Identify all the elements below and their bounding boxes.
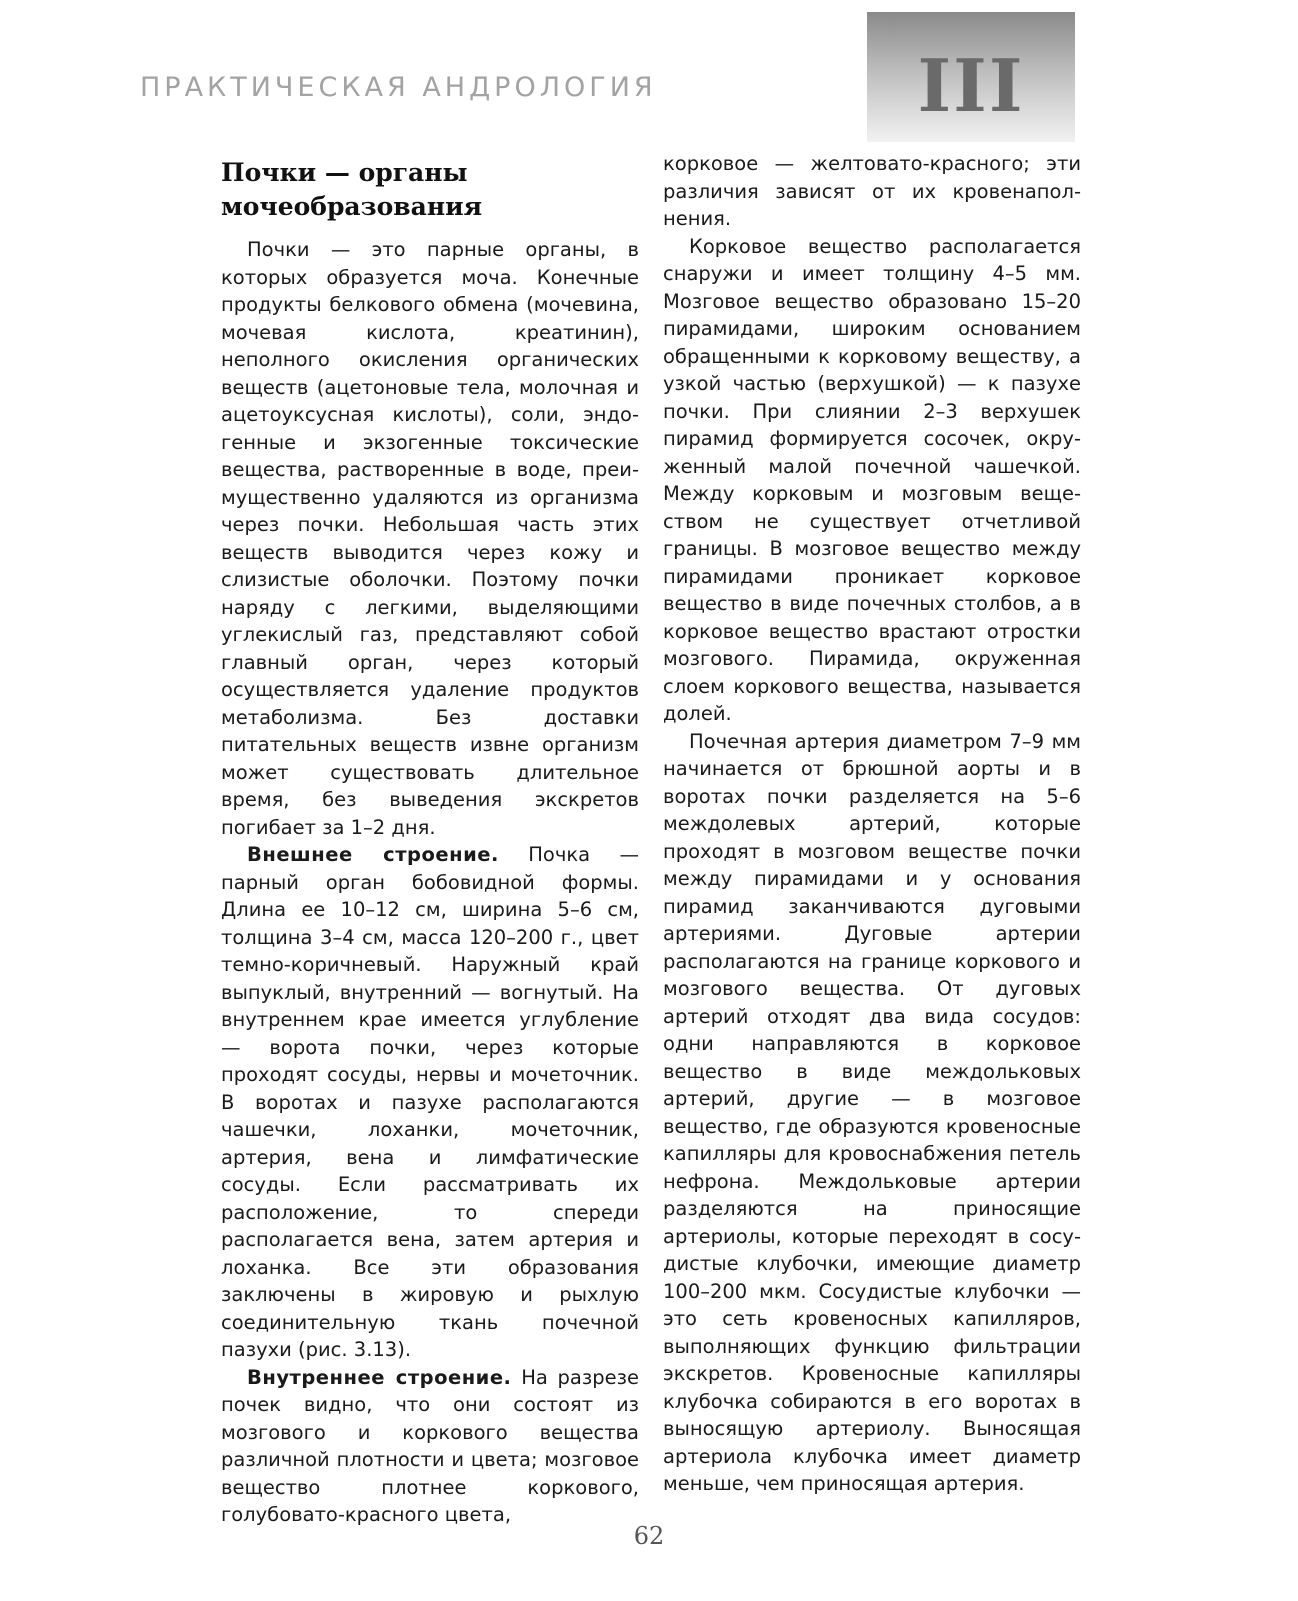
paragraph-continued: корковое — желтовато-красного; эти различия зависят от их кровенаполнения. xyxy=(663,152,1081,230)
paragraph-body: На разрезе почек видно, что они состоят из мозгового и коркового вещества различной плотности и цвета; мозговое вещество плотнее коркового, голубовато-красного цвета, xyxy=(221,1365,639,1526)
chapter-tab xyxy=(867,12,1075,142)
page-number: 62 xyxy=(633,1522,665,1550)
paragraph-cortex: Корковое вещество располагается снаружи и имеет толщину 4–5 мм. Мозговое вещество образовано 15–20 пирамидами, широким основанием обращенными к корковому веществу, а узкой частью (верхушкой) — к пазухе почки. При слиянии 2–3 верхушек пирамид формируется сосочек, окруженный малой почечной чашечкой. Между корковым и мозговым веществом не существует отчетливой границы. В мозговое вещество между пирамидами проникает корковое вещество в виде почечных столбов, а в корковое вещество врастают отростки мозгового. Пирамида, окруженная слоем коркового вещества, называется долей. xyxy=(663,234,1081,725)
paragraph-intro: Почки — это парные органы, в которых образуется моча. Конечные продукты белкового обмена (мочевина, мочевая кислота, креатинин), неполного окисления органических веществ (ацетоновые тела, молочная и ацетоуксусная кислоты), соли, эндогенные и экзогенные токсические вещества, растворенные в воде, преимущественно удаляются из организма через почки. Небольшая часть этих веществ выводится через кожу и слизистые оболочки. Поэтому почки наряду с легкими, выделяющими углекислый газ, представляют собой главный орган, через который осуществляется удаление продуктов метаболизма. Без доставки питательных веществ извне организм может существовать длительное время, без выведения экскретов погибает за 1–2 дня. xyxy=(221,238,639,839)
paragraph-renal-artery: Почечная артерия диаметром 7–9 мм начинается от брюшной аорты и в воротах почки разделяется на 5–6 междолевых артерий, которые проходят в мозговом веществе почки между пирамидами и у основания пирамид заканчиваются дуговыми артериями. Дуговые артерии располагаются на границе коркового и мозгового вещества. От дуговых артерий отходят два вида сосудов: одни направляются в корковое вещество в виде междольковых артерий, другие — в мозговое вещество, где образуются кровеносные капилляры для кровоснабжения петель нефрона. Междольковые артерии разделяются на приносящие артериолы, которые переходят в сосудистые клубочки, имеющие диаметр 100–200 мкм. Сосудистые клубочки — это сеть кровеносных капилляров, выполняющих функцию фильтрации экскретов. Кровеносные капилляры клубочка собираются в его воротах в выносящую артериолу. Выносящая артериола клубочка имеет диаметр меньше, чем приносящая артерия. xyxy=(663,729,1081,1495)
section-title: Почки — органы мочеобразования xyxy=(221,158,483,221)
paragraph-external-structure xyxy=(221,841,639,1364)
left-column xyxy=(221,150,639,1529)
paragraph-lead: Внутреннее строение. xyxy=(247,1365,512,1389)
chapter-number: III xyxy=(917,43,1025,128)
right-column xyxy=(663,150,1081,1498)
paragraph-body: Почка — парный орган бобовидной формы. Длина ее 10–12 см, ширина 5–6 см, толщина 3–4 см, масса 120–200 г., цвет темно-коричневый. Наружный край выпуклый, внутренний — вогнутый. На внутреннем крае имеется углубление — ворота почки, через которые проходят сосуды, нервы и мочеточник. В воротах и пазухе располагаются чашечки, лоханки, мочеточник, артерия, вена и лимфатические сосуды. Если рассматривать их расположение, то спереди располагается вена, затем артерия и лоханка. Все эти образования заключены в жировую и рыхлую соединительную ткань почечной пазухи (рис. 3.13). xyxy=(221,843,639,1361)
running-head-title: ПРАКТИЧЕСКАЯ АНДРОЛОГИЯ xyxy=(140,72,657,103)
paragraph-internal-structure xyxy=(221,1364,639,1529)
paragraph-lead: Внешнее строение. xyxy=(247,843,499,866)
